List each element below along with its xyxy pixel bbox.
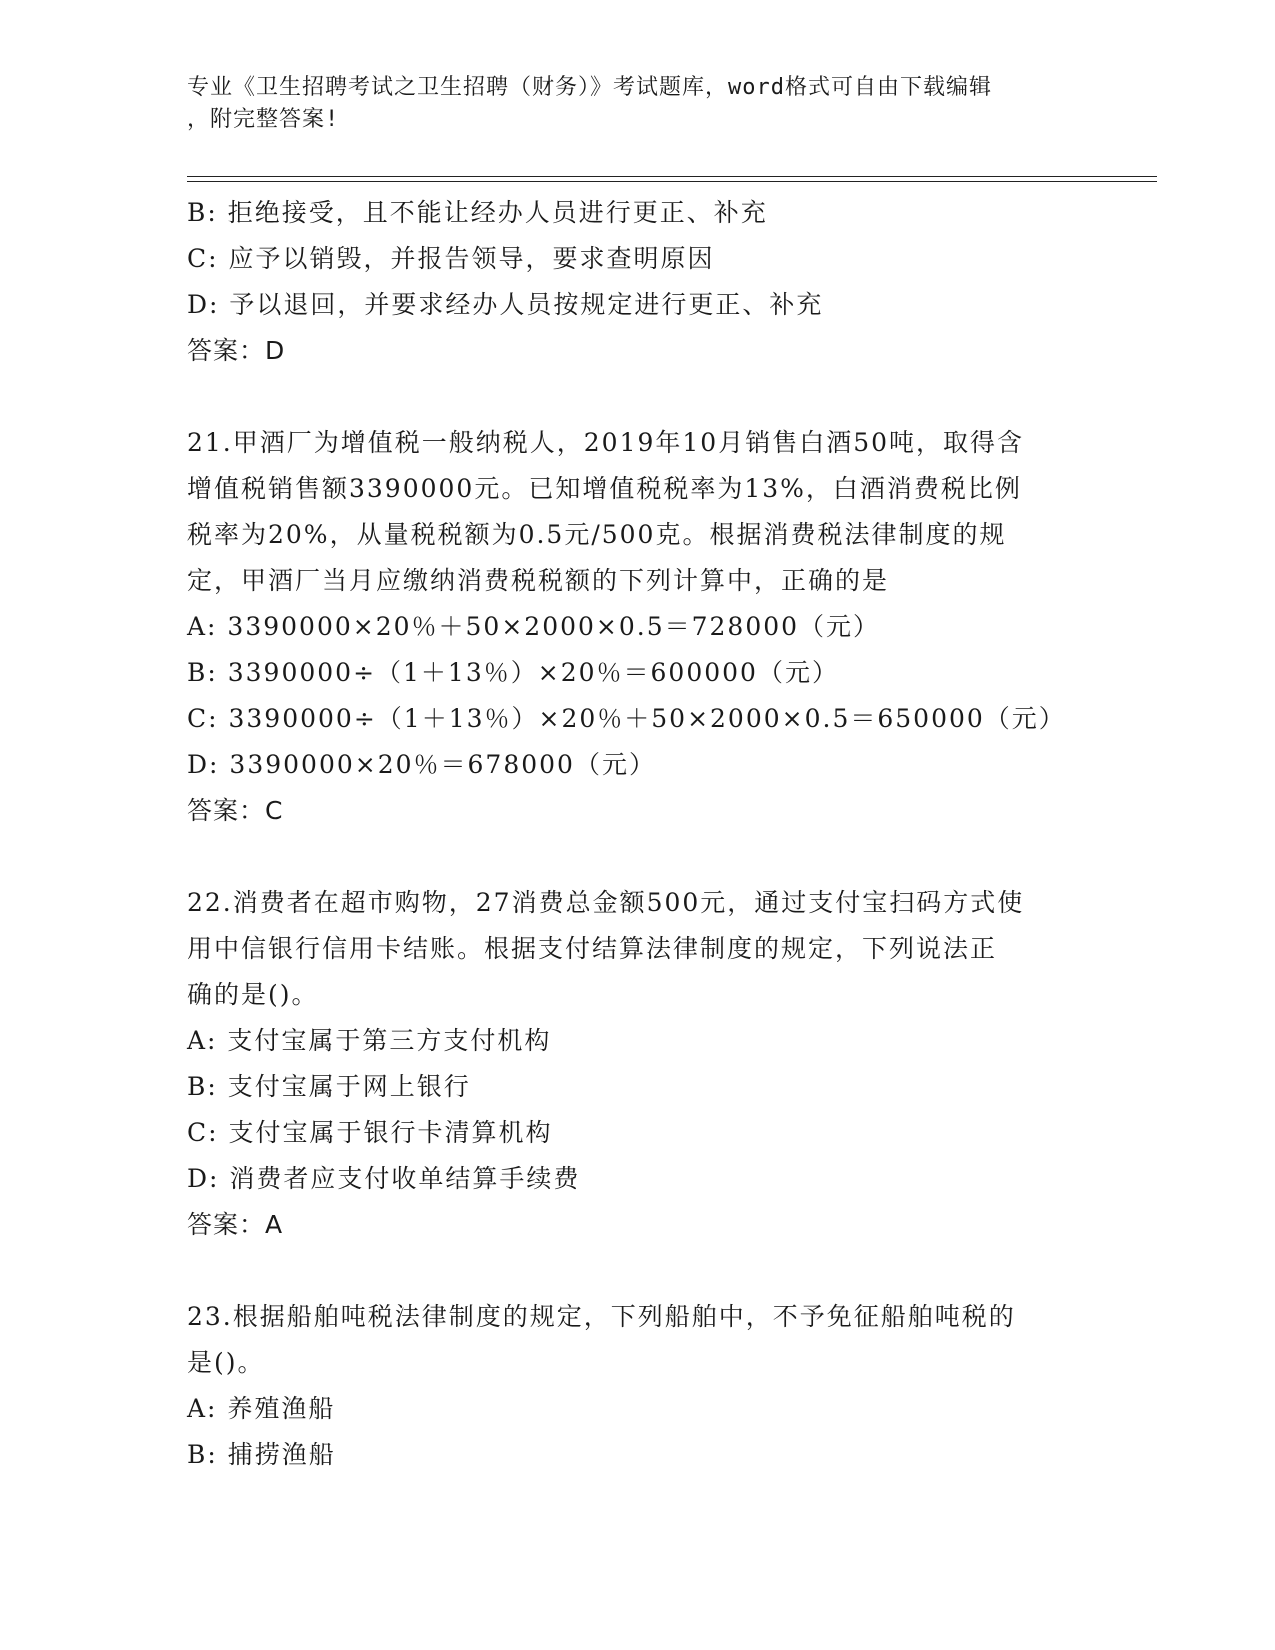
question-stem-line: 税率为20%，从量税税额为0.5元/500克。根据消费税法律制度的规 [187,520,1007,549]
header-divider-bottom [187,181,1157,182]
question-stem-line: 确的是()。 [187,980,319,1009]
answer-line: 答案：A [187,1210,284,1239]
question-stem-line: 21.甲酒厂为增值税一般纳税人，2019年10月销售白酒50吨，取得含 [187,428,1025,457]
option-b: B: 支付宝属于网上银行 [187,1072,471,1101]
option-c: C: 应予以销毁，并报告领导，要求查明原因 [187,244,715,273]
question-23 [187,1294,1087,1478]
question-stem-line: 22.消费者在超市购物，27消费总金额500元，通过支付宝扫码方式使 [187,888,1025,917]
question-stem-line: 用中信银行信用卡结账。根据支付结算法律制度的规定，下列说法正 [187,934,998,963]
option-b: B: 拒绝接受，且不能让经办人员进行更正、补充 [187,198,768,227]
option-d: D: 予以退回，并要求经办人员按规定进行更正、补充 [187,290,824,319]
document-header [187,72,1077,136]
option-a: A: 3390000×20％＋50×2000×0.5＝728000（元） [187,612,881,641]
option-b: B: 捕捞渔船 [187,1440,336,1469]
answer-line: 答案：D [187,336,286,365]
option-b: B: 3390000÷（1＋13％）×20％＝600000（元） [187,658,839,687]
answer-line: 答案：C [187,796,284,825]
option-d: D: 3390000×20％＝678000（元） [187,750,656,779]
question-stem-line: 是()。 [187,1348,265,1377]
option-c: C: 3390000÷（1＋13％）×20％＋50×2000×0.5＝650000（元） [187,704,1066,733]
option-d: D: 消费者应支付收单结算手续费 [187,1164,581,1193]
option-a: A: 支付宝属于第三方支付机构 [187,1026,552,1055]
header-line-1: 专业《卫生招聘考试之卫生招聘（财务）》考试题库，word格式可自由下载编辑 [187,75,992,100]
question-21 [187,420,1087,834]
question-22 [187,880,1087,1248]
option-c: C: 支付宝属于银行卡清算机构 [187,1118,553,1147]
option-a: A: 养殖渔船 [187,1394,336,1423]
document-body [187,190,1087,1478]
header-line-2: ，附完整答案! [187,107,340,132]
question-stem-line: 定，甲酒厂当月应缴纳消费税税额的下列计算中，正确的是 [187,566,890,595]
question-stem-line: 23.根据船舶吨税法律制度的规定，下列船舶中，不予免征船舶吨税的 [187,1302,1016,1331]
question-20-tail [187,190,1087,374]
header-divider-top [187,176,1157,177]
question-stem-line: 增值税销售额3390000元。已知增值税税率为13%，白酒消费税比例 [187,474,1022,503]
